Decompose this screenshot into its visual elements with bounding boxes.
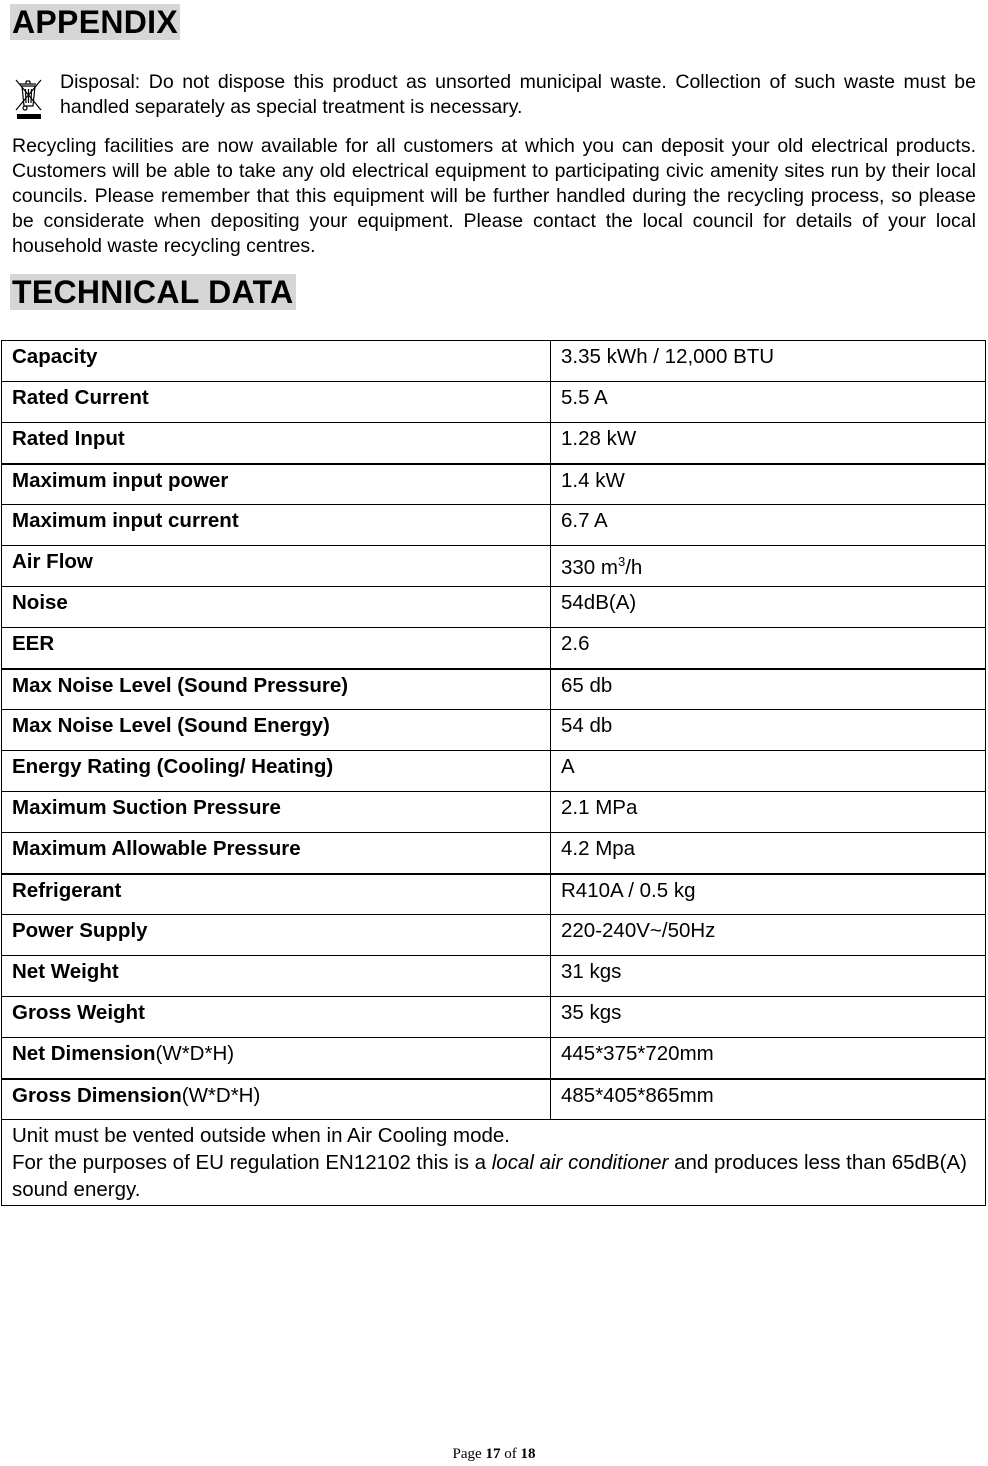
crossed-out-wheelie-bin-icon xyxy=(14,76,44,122)
table-row xyxy=(2,792,986,833)
table-row xyxy=(2,1038,986,1079)
spec-value: 2.6 xyxy=(551,628,986,669)
table-row xyxy=(2,628,986,669)
disposal-notice: Disposal: Do not dispose this product as unsorted municipal waste. Collection of such waste must be handled separately as special treatment is necessary. xyxy=(60,71,976,118)
spec-label: EER xyxy=(2,628,551,669)
table-row xyxy=(2,669,986,710)
spec-label: Maximum Suction Pressure xyxy=(2,792,551,833)
table-row xyxy=(2,382,986,423)
table-row xyxy=(2,1120,986,1206)
table-row xyxy=(2,505,986,546)
table-row xyxy=(2,464,986,505)
spec-label: Net Weight xyxy=(2,956,551,997)
table-row xyxy=(2,997,986,1038)
note-line-2-pre: For the purposes of EU regulation EN12102 this is a xyxy=(12,1151,492,1174)
appendix-heading: APPENDIX xyxy=(12,4,178,40)
spec-label: Capacity xyxy=(2,341,551,382)
note-line-1: Unit must be vented outside when in Air Cooling mode. xyxy=(12,1124,510,1147)
table-row xyxy=(2,751,986,792)
spec-value xyxy=(551,546,986,587)
spec-label: Maximum input current xyxy=(2,505,551,546)
recycling-notice: Recycling facilities are now available for all customers at which you can deposit your old electrical products. Customers will be able to take any old electrical equipment to participating civic amenity sites run by their local councils. Please remember that this equipment will be further handled during the recycling process, so please be considerate when depositing your equipment. Please contact the local council for details of your local household waste recycling centres. xyxy=(12,135,976,257)
spec-label-main: Net Dimension xyxy=(12,1042,156,1065)
spec-label: Power Supply xyxy=(2,915,551,956)
spec-value: R410A / 0.5 kg xyxy=(551,874,986,915)
table-note xyxy=(2,1120,986,1206)
spec-value: 54 db xyxy=(551,710,986,751)
table-row xyxy=(2,423,986,464)
spec-label-suffix: (W*D*H) xyxy=(181,1083,261,1107)
spec-label: Max Noise Level (Sound Pressure) xyxy=(2,669,551,710)
table-row xyxy=(2,956,986,997)
spec-label: Maximum input power xyxy=(2,464,551,505)
spec-label-suffix: (W*D*H) xyxy=(155,1042,235,1065)
spec-value: 5.5 A xyxy=(551,382,986,423)
spec-label: Energy Rating (Cooling/ Heating) xyxy=(2,751,551,792)
spec-value: A xyxy=(551,751,986,792)
spec-value: 31 kgs xyxy=(551,956,986,997)
spec-value-main: 330 m xyxy=(561,555,618,579)
spec-value: 54dB(A) xyxy=(551,587,986,628)
table-row xyxy=(2,587,986,628)
table-row xyxy=(2,833,986,874)
technical-data-table xyxy=(1,340,986,1206)
spec-value: 1.4 kW xyxy=(551,464,986,505)
table-row xyxy=(2,874,986,915)
table-row xyxy=(2,341,986,382)
footer-page-total: 18 xyxy=(520,1446,536,1462)
footer-of-word: of xyxy=(504,1446,517,1462)
table-row xyxy=(2,1079,986,1120)
footer-page-word: Page xyxy=(452,1446,482,1462)
spec-value-unit: /h xyxy=(625,555,643,579)
spec-value: 485*405*865mm xyxy=(551,1079,986,1120)
note-line-2-post: and produces less than 65dB(A) sound energy. xyxy=(12,1151,967,1201)
technical-data-heading: TECHNICAL DATA xyxy=(12,274,294,310)
spec-label xyxy=(2,1038,551,1079)
spec-value: 65 db xyxy=(551,669,986,710)
table-row xyxy=(2,915,986,956)
spec-label: Air Flow xyxy=(2,546,551,587)
spec-value: 4.2 Mpa xyxy=(551,833,986,874)
spec-value: 220-240V~/50Hz xyxy=(551,915,986,956)
spec-label: Gross Weight xyxy=(2,997,551,1038)
spec-label: Rated Input xyxy=(2,423,551,464)
spec-label: Maximum Allowable Pressure xyxy=(2,833,551,874)
spec-value: 3.35 kWh / 12,000 BTU xyxy=(551,341,986,382)
spec-label xyxy=(2,1079,551,1120)
spec-value: 35 kgs xyxy=(551,997,986,1038)
table-row xyxy=(2,546,986,587)
spec-label: Max Noise Level (Sound Energy) xyxy=(2,710,551,751)
page-footer xyxy=(0,1446,988,1463)
table-row xyxy=(2,710,986,751)
spec-value: 1.28 kW xyxy=(551,423,986,464)
note-line-2-emphasis: local air conditioner xyxy=(491,1151,669,1174)
spec-label: Refrigerant xyxy=(2,874,551,915)
spec-value: 2.1 MPa xyxy=(551,792,986,833)
spec-value: 445*375*720mm xyxy=(551,1038,986,1079)
spec-label-main: Gross Dimension xyxy=(12,1083,182,1107)
spec-value: 6.7 A xyxy=(551,505,986,546)
footer-page-number: 17 xyxy=(485,1446,501,1462)
spec-value-superscript: 3 xyxy=(617,554,626,569)
spec-label: Rated Current xyxy=(2,382,551,423)
spec-label: Noise xyxy=(2,587,551,628)
